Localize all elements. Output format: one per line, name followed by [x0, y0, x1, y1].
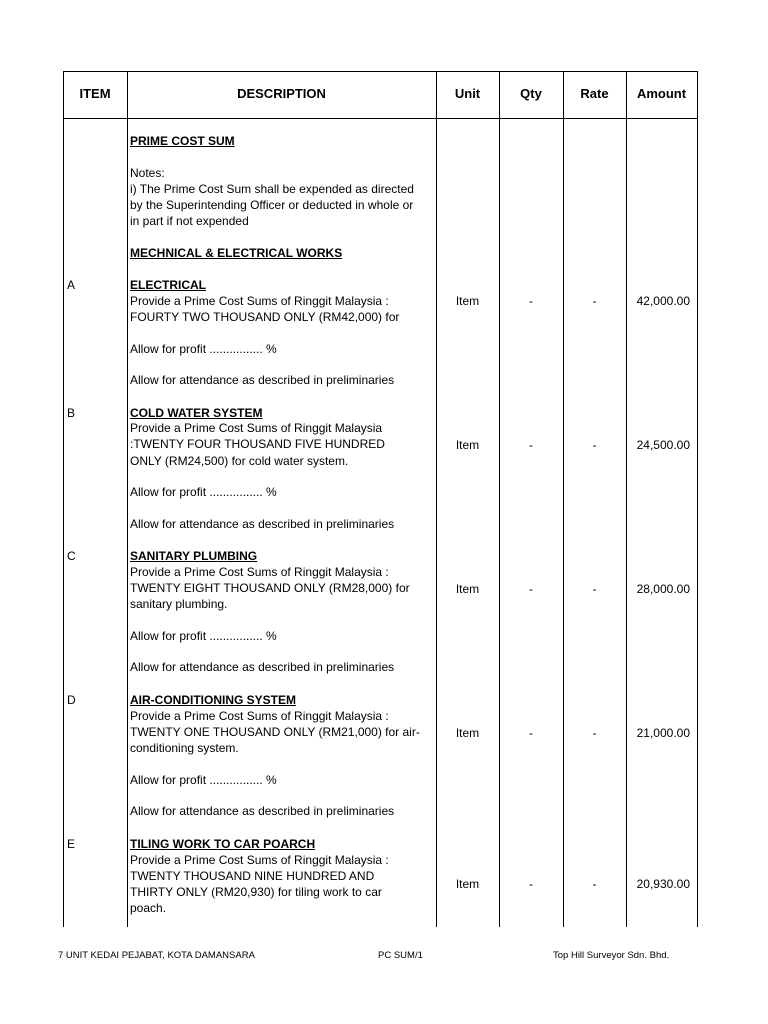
item-title: ELECTRICAL [130, 278, 206, 292]
item-rate: - [592, 582, 597, 596]
item-title: COLD WATER SYSTEM [130, 406, 263, 420]
item-rate: - [592, 726, 597, 740]
item-attendance: Allow for attendance as described in preliminaries [130, 373, 395, 387]
section-title: MECHNICAL & ELECTRICAL WORKS [130, 246, 343, 260]
header-item: ITEM [79, 86, 111, 101]
item-title: SANITARY PLUMBING [130, 549, 258, 563]
item-desc-line: conditioning system. [130, 741, 239, 755]
item-qty: - [529, 582, 533, 596]
col-border-left [63, 71, 64, 927]
header-qty: Qty [520, 86, 542, 101]
item-attendance: Allow for attendance as described in preliminaries [130, 804, 395, 818]
item-desc-line: :TWENTY FOUR THOUSAND FIVE HUNDRED [130, 437, 385, 451]
item-rate: - [592, 877, 597, 891]
item-desc-line: FOURTY TWO THOUSAND ONLY (RM42,000) for [130, 310, 400, 324]
item-desc-line: TWENTY EIGHT THOUSAND ONLY (RM28,000) for [130, 581, 410, 595]
item-unit: Item [455, 726, 480, 740]
item-qty: - [529, 726, 533, 740]
header-amount: Amount [636, 86, 687, 101]
item-unit: Item [455, 877, 480, 891]
col-border-rate [626, 71, 627, 927]
table-top-border [63, 71, 697, 72]
item-qty: - [529, 294, 533, 308]
item-desc-line: poach. [130, 901, 167, 915]
item-desc-line: Provide a Prime Cost Sums of Ringgit Malaysia : [130, 294, 389, 308]
item-qty: - [529, 438, 533, 452]
item-unit: Item [455, 294, 480, 308]
item-code: B [67, 406, 76, 420]
prime-cost-title: PRIME COST SUM [130, 134, 235, 148]
item-profit: Allow for profit ................ % [130, 342, 277, 356]
item-profit: Allow for profit ................ % [130, 629, 277, 643]
note-line: i) The Prime Cost Sum shall be expended as directed [130, 182, 414, 196]
item-rate: - [592, 438, 597, 452]
item-amount: 24,500.00 [636, 438, 690, 452]
col-border-qty [563, 71, 564, 927]
item-profit: Allow for profit ................ % [130, 773, 277, 787]
col-border-unit [499, 71, 500, 927]
note-line: by the Superintending Officer or deducted in whole or [130, 198, 414, 212]
item-amount: 28,000.00 [636, 582, 690, 596]
item-code: A [67, 278, 76, 292]
notes-label: Notes: [130, 166, 165, 180]
footer-company: Top Hill Surveyor Sdn. Bhd. [553, 950, 670, 961]
item-desc-line: sanitary plumbing. [130, 597, 228, 611]
item-desc-line: Provide a Prime Cost Sums of Ringgit Malaysia [130, 421, 383, 435]
item-attendance: Allow for attendance as described in preliminaries [130, 660, 395, 674]
item-desc-line: Provide a Prime Cost Sums of Ringgit Malaysia : [130, 565, 389, 579]
item-desc-line: TWENTY ONE THOUSAND ONLY (RM21,000) for air- [130, 725, 420, 739]
header-description: DESCRIPTION [237, 86, 326, 101]
item-desc-line: Provide a Prime Cost Sums of Ringgit Malaysia : [130, 853, 389, 867]
footer-page-ref: PC SUM/1 [378, 950, 423, 961]
item-profit: Allow for profit ................ % [130, 485, 277, 499]
header-rate: Rate [580, 86, 609, 101]
item-unit: Item [455, 438, 480, 452]
col-border-right [697, 71, 698, 927]
item-rate: - [592, 294, 597, 308]
header-unit: Unit [454, 86, 481, 101]
col-border-item [127, 71, 128, 927]
item-qty: - [529, 877, 533, 891]
header-bottom-border [63, 118, 697, 119]
item-code: E [67, 837, 76, 851]
item-desc-line: ONLY (RM24,500) for cold water system. [130, 454, 349, 468]
item-amount: 20,930.00 [636, 877, 690, 891]
item-title: AIR-CONDITIONING SYSTEM [130, 693, 297, 707]
note-line: in part if not expended [130, 214, 249, 228]
item-desc-line: THIRTY ONLY (RM20,930) for tiling work to car [130, 885, 382, 899]
item-code: D [67, 693, 76, 707]
item-desc-line: Provide a Prime Cost Sums of Ringgit Malaysia : [130, 709, 389, 723]
item-code: C [67, 549, 76, 563]
item-desc-line: TWENTY THOUSAND NINE HUNDRED AND [130, 869, 375, 883]
footer-project: 7 UNIT KEDAI PEJABAT, KOTA DAMANSARA [58, 950, 255, 961]
item-title: TILING WORK TO CAR POARCH [130, 837, 316, 851]
col-border-desc [436, 71, 437, 927]
item-amount: 21,000.00 [636, 726, 690, 740]
item-amount: 42,000.00 [636, 294, 690, 308]
item-unit: Item [455, 582, 480, 596]
item-attendance: Allow for attendance as described in preliminaries [130, 517, 395, 531]
